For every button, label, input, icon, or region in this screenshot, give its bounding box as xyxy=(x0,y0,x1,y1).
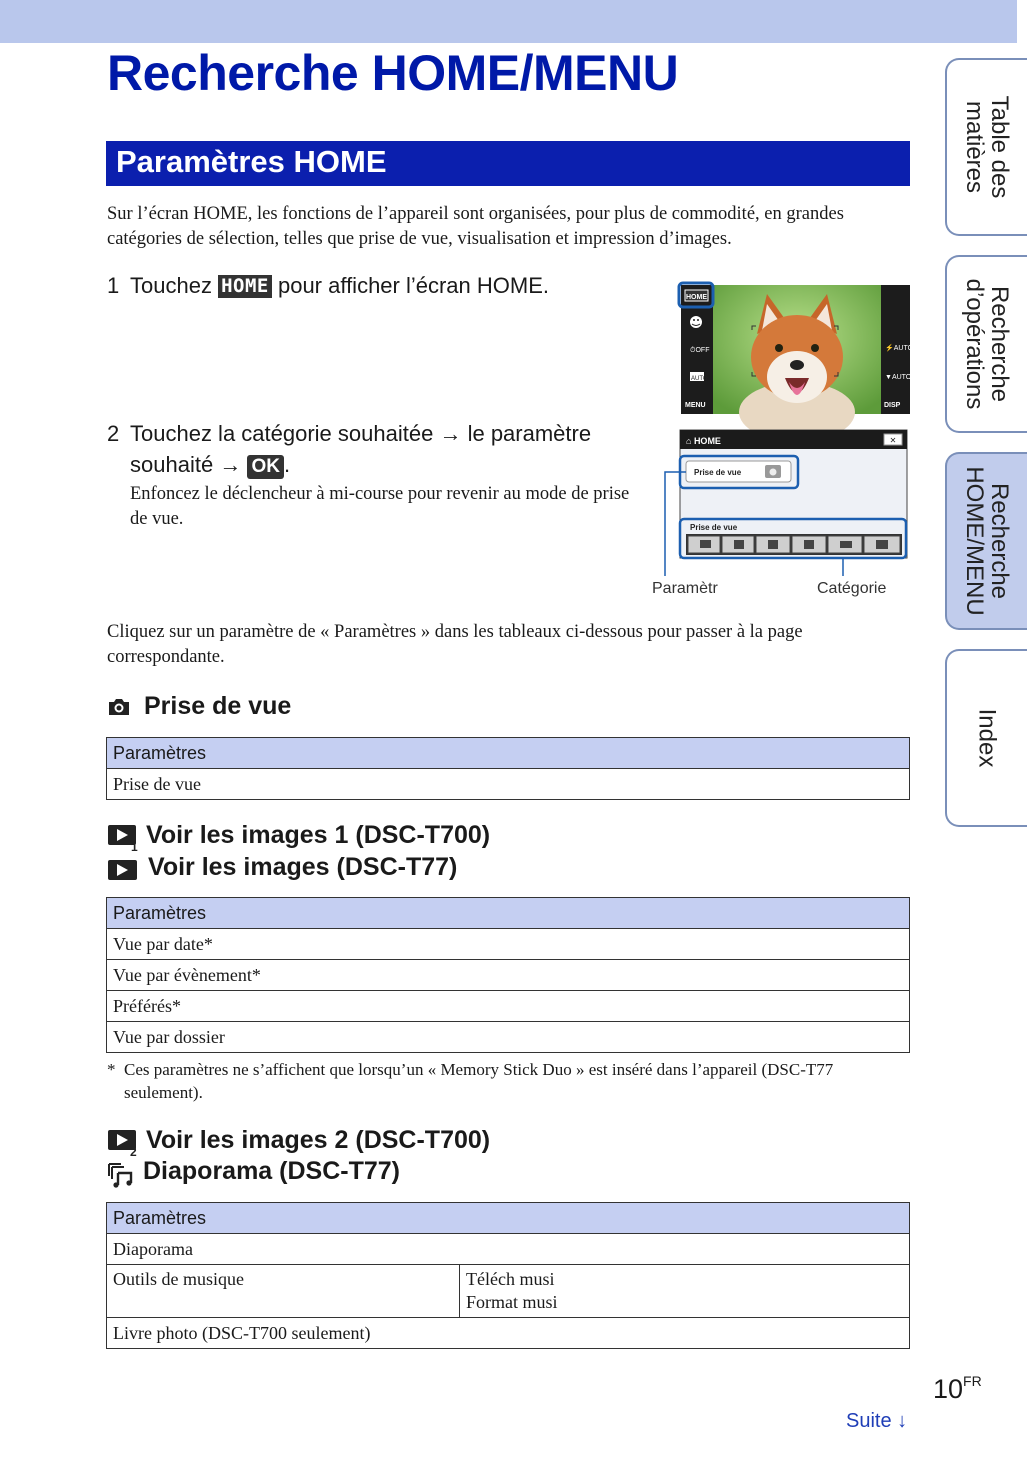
flash-auto-icon: ⚡AUTO xyxy=(885,345,914,352)
menu-button: MENU xyxy=(685,402,706,409)
table-cell[interactable]: Livre photo (DSC-T700 seulement) xyxy=(107,1318,910,1349)
suite-link[interactable] xyxy=(846,1410,907,1433)
table-subitem[interactable]: Format musi xyxy=(466,1292,558,1312)
click-note: Cliquez sur un paramètre de « Paramètres » dans les tableaux ci-dessous pour passer à la page correspondante. xyxy=(107,622,803,667)
close-icon: ✕ xyxy=(889,436,897,445)
side-tab-table-des-matieres[interactable] xyxy=(945,58,1027,236)
camera-screen-illustration xyxy=(675,282,914,416)
print-icon xyxy=(804,540,814,549)
ok-button-icon: OK xyxy=(247,455,284,479)
table-row[interactable] xyxy=(107,769,910,800)
step-text-line2: souhaité xyxy=(130,452,214,477)
table-row[interactable] xyxy=(107,991,910,1022)
table-cell[interactable]: Préférés* xyxy=(107,991,910,1022)
step-text-before: Touchez xyxy=(130,273,212,298)
step-number: 2 xyxy=(107,421,120,446)
camera-icon xyxy=(107,697,131,717)
suite-label: Suite xyxy=(846,1410,892,1432)
category-label: Prise de vue xyxy=(690,523,738,532)
side-tab-recherche-home-menu[interactable] xyxy=(945,452,1027,630)
footnote-star: * xyxy=(107,1060,116,1079)
table-row[interactable] xyxy=(107,1234,910,1265)
side-tab-label: Index xyxy=(973,708,1001,768)
side-tab-recherche-operations[interactable] xyxy=(945,255,1027,433)
label-categorie: Catégorie xyxy=(817,580,887,597)
view-images-2-icon xyxy=(768,540,778,549)
section-title: Paramètres HOME xyxy=(116,144,387,179)
section-heading-text: Diaporama (DSC-T77) xyxy=(143,1157,400,1185)
table-prise-de-vue xyxy=(106,737,910,800)
section-heading-text: Prise de vue xyxy=(144,692,292,720)
macro-auto-icon: ▼AUTO xyxy=(885,374,912,381)
section-heading-voir-images xyxy=(107,853,587,885)
page-number: $10^{FR}$ xyxy=(933,1373,982,1404)
section-heading-text: Voir les images 2 (DSC-T700) xyxy=(146,1126,491,1154)
section-heading-text: Voir les images (DSC-T77) xyxy=(148,853,458,881)
home-title: ⌂ HOME xyxy=(686,436,721,446)
page-title: Recherche HOME/MENU xyxy=(107,45,679,101)
slideshow-icon xyxy=(107,1161,135,1189)
step-number: 1 xyxy=(107,273,120,298)
toolbox-icon xyxy=(876,540,888,549)
arrow-icon: → xyxy=(439,421,462,446)
table-header: Paramètres xyxy=(107,898,910,929)
section-heading-voir-images-2 xyxy=(107,1126,587,1158)
section-heading-diaporama xyxy=(107,1157,587,1189)
table-cell[interactable]: Vue par évènement* xyxy=(107,960,910,991)
home-button: HOME xyxy=(686,294,707,301)
step-text xyxy=(130,270,549,301)
table-cell[interactable]: Vue par dossier xyxy=(107,1022,910,1053)
step-text: Touchez la catégorie souhaitée → le paramètre souhaité → OK . xyxy=(130,421,592,477)
arrow-down-icon: ↓ xyxy=(897,1410,908,1432)
home-button-icon: HOME xyxy=(218,275,272,298)
camera-category-icon xyxy=(700,540,711,548)
table-header: Paramètres xyxy=(107,1203,910,1234)
table-row[interactable] xyxy=(107,929,910,960)
arrow-icon: → xyxy=(219,452,242,477)
table-cell[interactable]: Diaporama xyxy=(107,1234,910,1265)
iso-auto-icon: AUTO xyxy=(691,376,708,382)
side-tab-label: Recherche HOME/MENU xyxy=(961,466,1013,616)
table-row[interactable] xyxy=(107,960,910,991)
table-cell[interactable]: Vue par date* xyxy=(107,929,910,960)
home-screen-illustration xyxy=(650,428,912,580)
section-heading-voir-images-1 xyxy=(107,821,587,853)
top-band xyxy=(0,0,1017,43)
table-header: Paramètres xyxy=(107,738,910,769)
item-label: Prise de vue xyxy=(694,468,742,477)
table-subitem[interactable]: Téléch musi xyxy=(466,1269,555,1289)
step-text-line1: Touchez la catégorie souhaitée xyxy=(130,421,434,446)
table-cell xyxy=(460,1265,910,1318)
self-timer-off-icon: ⏱OFF xyxy=(690,347,710,354)
view-images-1-icon xyxy=(734,540,744,549)
step-2 xyxy=(107,418,647,482)
step-2-note: Enfoncez le déclencheur à mi-course pour revenir au mode de prise de vue. xyxy=(130,484,630,529)
step-1 xyxy=(107,270,647,302)
view-images-1-icon xyxy=(107,823,139,854)
svg-text:2: 2 xyxy=(130,1145,137,1159)
section-heading-prise-de-vue xyxy=(107,692,527,724)
table-cell[interactable]: Outils de musique xyxy=(107,1265,460,1318)
step-text-line1b: le paramètre xyxy=(467,421,592,446)
table-row[interactable] xyxy=(107,1318,910,1349)
svg-text:1: 1 xyxy=(131,840,138,854)
table-cell[interactable]: Prise de vue xyxy=(107,769,910,800)
label-parametre: Paramètr xyxy=(652,580,718,597)
side-tab-index[interactable] xyxy=(945,649,1027,827)
section-bar xyxy=(106,141,910,186)
smile-icon xyxy=(690,316,702,328)
table-voir-images-1 xyxy=(106,897,910,1053)
side-tab-label: Recherche d’opérations xyxy=(961,278,1013,410)
table-row[interactable] xyxy=(107,1265,910,1318)
memory-icon xyxy=(840,541,852,548)
intro-paragraph: Sur l’écran HOME, les fonctions de l’appareil sont organisées, pour plus de commodité, en grandes catégories de sélection, telles que prise de vue, visualisation et impression d’images. xyxy=(107,204,844,249)
table-voir-images-2 xyxy=(106,1202,910,1349)
view-images-icon xyxy=(107,859,139,883)
view-images-2-icon xyxy=(107,1128,139,1159)
table-row[interactable] xyxy=(107,1022,910,1053)
side-tab-label: Table des matières xyxy=(961,95,1013,199)
disp-button: DISP xyxy=(884,402,901,409)
step-text-after: pour afficher l’écran HOME. xyxy=(277,273,550,298)
section-heading-text: Voir les images 1 (DSC-T700) xyxy=(146,821,491,849)
footnote-text: Ces paramètres ne s’affichent que lorsqu’un « Memory Stick Duo » est inséré dans l’appareil (DSC-T77 seulement). xyxy=(124,1060,834,1102)
